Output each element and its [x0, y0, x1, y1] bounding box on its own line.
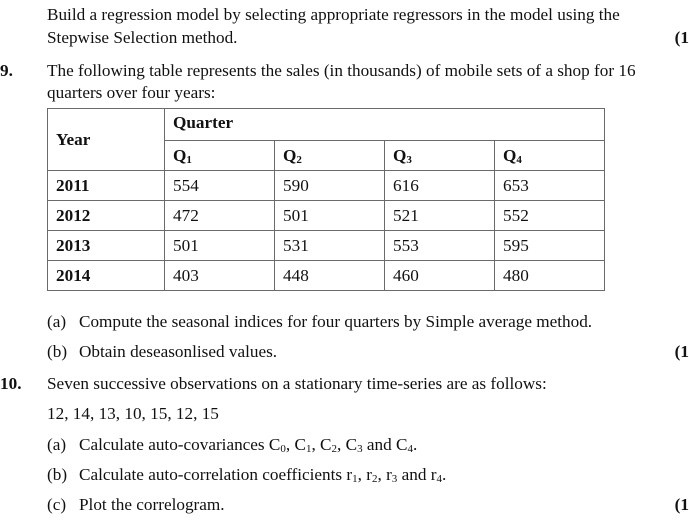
- table-row: [48, 261, 605, 291]
- part-text: Obtain deseasonlised values.: [79, 342, 278, 361]
- value-cell: 595: [495, 231, 605, 261]
- value-cell: 403: [165, 261, 275, 291]
- question-9-marks: (1: [674, 342, 689, 361]
- value-cell: 552: [495, 201, 605, 231]
- table-row: [48, 171, 605, 201]
- part-text: Plot the correlogram.: [79, 495, 225, 514]
- part-text: Compute the seasonal indices for four quarters by Simple average method.: [79, 312, 593, 331]
- question-10-series: 12, 14, 13, 10, 15, 12, 15: [47, 404, 219, 423]
- question-10-marks: (1: [674, 495, 689, 514]
- value-cell: 501: [165, 231, 275, 261]
- value-cell: 448: [275, 261, 385, 291]
- question-9-part-a: [47, 311, 592, 333]
- part-label: (c): [47, 495, 67, 514]
- value-cell: 553: [385, 231, 495, 261]
- value-cell: 460: [385, 261, 495, 291]
- question-9-line-1: The following table represents the sales (in thousands) of mobile sets of a shop for 16: [47, 61, 636, 80]
- table-row: [48, 201, 605, 231]
- quarter-label-q3: Q3: [385, 141, 495, 171]
- part-label: (a): [47, 312, 67, 331]
- year-cell: 2012: [48, 201, 165, 231]
- part-label: (b): [47, 342, 68, 361]
- intro-line-1: Build a regression model by selecting appropriate regressors in the model using the: [47, 5, 620, 24]
- question-10-number: 10.: [0, 374, 22, 393]
- quarter-label-q4: Q4: [495, 141, 605, 171]
- value-cell: 653: [495, 171, 605, 201]
- part-label: (b): [47, 465, 68, 484]
- question-10-part-b: (b) Calculate auto-correlation coefficients r1, r2, r3 and r4.: [47, 465, 447, 485]
- question-9-part-b: [47, 341, 277, 363]
- value-cell: 590: [275, 171, 385, 201]
- value-cell: 531: [275, 231, 385, 261]
- question-10-part-c: [47, 494, 225, 516]
- table-header-row: [48, 109, 605, 141]
- sales-table: [47, 108, 605, 291]
- quarter-label-q2: Q2: [275, 141, 385, 171]
- table-row: [48, 231, 605, 261]
- question-9-line-2: quarters over four years:: [47, 83, 216, 102]
- quarter-label-q1: Q1: [165, 141, 275, 171]
- year-header: Year: [48, 109, 165, 171]
- quarter-header: Quarter: [165, 109, 605, 141]
- question-9-number: 9.: [0, 61, 13, 80]
- intro-line-2: Stepwise Selection method.: [47, 28, 238, 47]
- value-cell: 501: [275, 201, 385, 231]
- question-10-part-a: (a) Calculate auto-covariances C0, C1, C2, C3 and C4.: [47, 435, 418, 455]
- year-cell: 2013: [48, 231, 165, 261]
- year-cell: 2011: [48, 171, 165, 201]
- intro-marks: (1: [674, 28, 689, 47]
- question-10-line-1: Seven successive observations on a stationary time-series are as follows:: [47, 374, 547, 393]
- value-cell: 616: [385, 171, 495, 201]
- value-cell: 521: [385, 201, 495, 231]
- value-cell: 554: [165, 171, 275, 201]
- part-label: (a): [47, 435, 67, 454]
- year-cell: 2014: [48, 261, 165, 291]
- value-cell: 472: [165, 201, 275, 231]
- value-cell: 480: [495, 261, 605, 291]
